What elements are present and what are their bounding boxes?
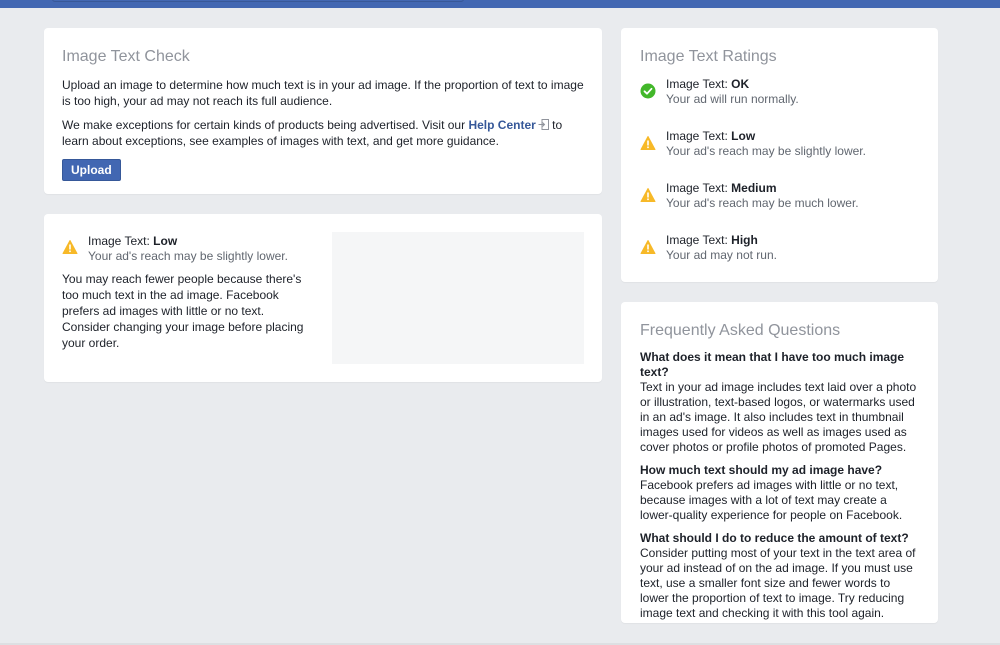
external-link-icon[interactable] [538, 119, 549, 130]
result-card [44, 214, 602, 382]
search-bar[interactable] [52, 0, 464, 2]
intro-text: Upload an image to determine how much text is in your ad image. If the proportion of text to image is too high, your ad may not reach its full audience. [62, 78, 584, 108]
result-description: You may reach fewer people because there's too much text in the ad image. Facebook prefers ad images with little or no text. Consider changing your image before placing your order. [62, 272, 304, 350]
warning-icon [62, 239, 78, 255]
image-text-ratings-card [621, 28, 938, 282]
check-circle-icon [640, 83, 656, 99]
exceptions-text: We make exceptions for certain kinds of products being advertised. Visit our Help Center to learn about exceptions, see examples of images with text, and get more guidance. [62, 118, 563, 148]
image-preview [332, 232, 584, 364]
rating-high: Image Text: High Your ad may not run. [640, 232, 919, 284]
faq-item [640, 350, 919, 455]
faq-answer: Text in your ad image includes text laid over a photo or illustration, text-based logos, or watermarks used in an ad's image. It also includes text in thumbnail images used for videos as well as images used as cover photos or profile photos of promoted Pages. [640, 380, 917, 454]
upload-button[interactable]: Upload [62, 159, 121, 181]
top-nav-bar [0, 0, 1000, 8]
rating-ok: Image Text: OK Your ad will run normally. [640, 76, 919, 128]
result-level: Image Text: Low [88, 234, 178, 248]
faq-answer: Facebook prefers ad images with little or no text, because images with a lot of text may create a lower-quality experience for people on Facebook. [640, 478, 903, 522]
help-center-link[interactable]: Help Center [468, 118, 536, 132]
card-title: Image Text Check [62, 48, 190, 65]
faq-question: What should I do to reduce the amount of text? [640, 531, 909, 545]
rating-low: Image Text: Low Your ad's reach may be slightly lower. [640, 128, 919, 180]
result-status [62, 233, 322, 264]
faq-question: What does it mean that I have too much image text? [640, 350, 905, 379]
faq-item [640, 463, 919, 523]
warning-icon [640, 239, 656, 255]
faq-item [640, 531, 919, 621]
rating-medium: Image Text: Medium Your ad's reach may be much lower. [640, 180, 919, 232]
card-title: Image Text Ratings [640, 48, 777, 65]
warning-icon [640, 135, 656, 151]
result-subtext: Your ad's reach may be slightly lower. [88, 249, 288, 263]
card-title: Frequently Asked Questions [640, 322, 841, 339]
faq-card [621, 302, 938, 623]
faq-question: How much text should my ad image have? [640, 463, 883, 477]
faq-answer: Consider putting most of your text in the text area of your ad instead of on the ad image. If you must use text, use a smaller font size and fewer words to lower the proportion of text to image. Try reducing image text and checking it with this tool again. [640, 546, 916, 620]
image-text-check-card [44, 28, 602, 194]
warning-icon [640, 187, 656, 203]
